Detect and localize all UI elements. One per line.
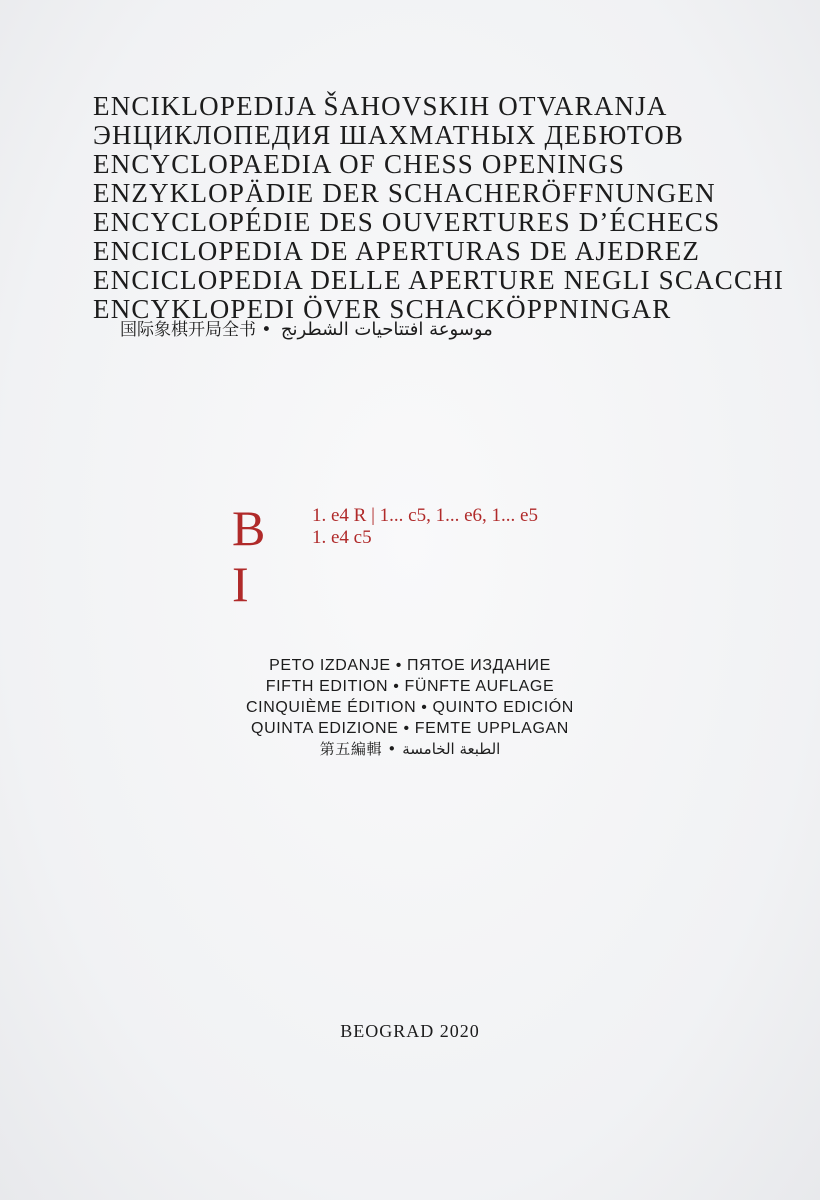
title-french: ENCYCLOPÉDIE DES OUVERTURES D’ÉCHECS [93, 207, 721, 237]
multilingual-title-block [93, 91, 785, 324]
edition-chinese-arabic: 第五編輯 • الطبعة الخامسة [319, 740, 501, 758]
edition-english-german: FIFTH EDITION • FÜNFTE AUFLAGE [265, 678, 555, 695]
volume-openings-line-2: 1. e4 c5 [312, 527, 372, 548]
title-italian: ENCICLOPEDIA DELLE APERTURE NEGLI SCACCHI [93, 265, 785, 295]
title-english: ENCYCLOPAEDIA OF CHESS OPENINGS [93, 149, 626, 179]
edition-italian-swedish: QUINTA EDIZIONE • FEMTE UPPLAGAN [251, 720, 569, 737]
title-spanish: ENCICLOPEDIA DE APERTURAS DE AJEDREZ [93, 236, 701, 266]
publication-place-year: BEOGRAD 2020 [340, 1021, 480, 1041]
edition-serbian-russian: PETO IZDANJE • ПЯТОЕ ИЗДАНИЕ [269, 657, 551, 674]
title-chinese: 国际象棋开局全书 [120, 320, 256, 340]
volume-code: B I [232, 500, 268, 612]
edition-block [0, 655, 820, 760]
title-swedish: ENCYKLOPEDI ÖVER SCHACKÖPPNINGAR [93, 294, 672, 324]
title-separator: • [261, 320, 272, 340]
volume-openings [312, 505, 538, 549]
title-russian: ЭНЦИКЛОПЕДИЯ ШАХМАТНЫХ ДЕБЮТОВ [93, 120, 685, 150]
edition-french-spanish: CINQUIÈME ÉDITION • QUINTO EDICIÓN [246, 699, 574, 716]
title-german: ENZYKLOPÄDIE DER SCHACHERÖFFNUNGEN [93, 178, 716, 208]
volume-openings-line-1: 1. e4 R | 1... c5, 1... e6, 1... e5 [312, 505, 538, 526]
title-serbian: ENCIKLOPEDIJA ŠAHOVSKIH OTVARANJA [93, 91, 668, 121]
title-arabic: موسوعة افتتاحيات الشطرنج [280, 319, 493, 340]
title-chinese-arabic [120, 318, 720, 342]
